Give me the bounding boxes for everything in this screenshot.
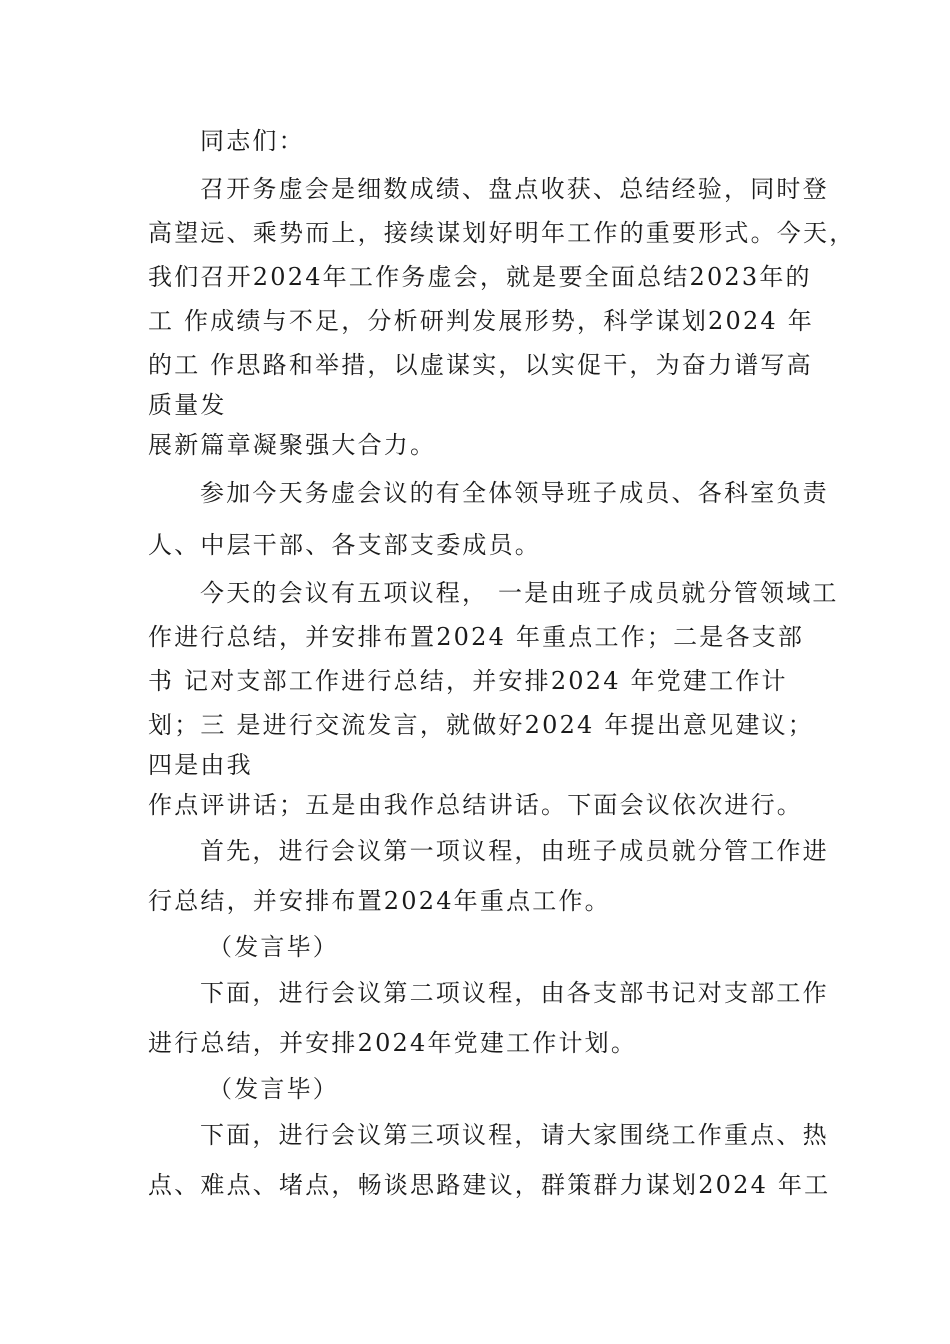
paragraph-line: 展新篇章凝聚强大合力。	[148, 431, 437, 459]
paragraph-line: 点、难点、堵点，畅谈思路建议，群策群力谋划2024 年工	[148, 1171, 831, 1199]
remark-line: （发言毕）	[208, 1075, 339, 1103]
paragraph-line: 人、中层干部、各支部支委成员。	[148, 531, 541, 559]
paragraph-line: 我们召开2024年工作务虚会，就是要全面总结2023年的	[148, 263, 812, 291]
paragraph-line: 下面，进行会议第三项议程，请大家围绕工作重点、热	[200, 1121, 829, 1149]
paragraph-line: 行总结，并安排布置2024年重点工作。	[148, 887, 611, 915]
salutation: 同志们：	[200, 127, 305, 155]
paragraph-line: 首先，进行会议第一项议程，由班子成员就分管工作进	[200, 837, 829, 865]
paragraph-line: 四是由我	[148, 751, 253, 779]
paragraph-line: 的工 作思路和举措，以虚谋实，以实促干，为奋力谱写高	[148, 351, 813, 379]
paragraph-line: 参加今天务虚会议的有全体领导班子成员、各科室负责	[200, 479, 829, 507]
paragraph-line: 作进行总结，并安排布置2024 年重点工作；二是各支部	[148, 623, 805, 651]
paragraph-line: 划；三 是进行交流发言，就做好2024 年提出意见建议；	[148, 711, 814, 739]
paragraph-line: 高望远、乘势而上，接续谋划好明年工作的重要形式。今天，	[148, 219, 856, 247]
paragraph-line: 工 作成绩与不足，分析研判发展形势，科学谋划2024 年	[148, 307, 814, 335]
paragraph-line: 作点评讲话；五是由我作总结讲话。下面会议依次进行。	[148, 791, 803, 819]
paragraph-line: 质量发	[148, 391, 227, 419]
remark-line: （发言毕）	[208, 933, 339, 961]
paragraph-line: 进行总结，并安排2024年党建工作计划。	[148, 1029, 638, 1057]
paragraph-line: 召开务虚会是细数成绩、盘点收获、总结经验，同时登	[200, 175, 829, 203]
paragraph-line: 书 记对支部工作进行总结，并安排2024 年党建工作计	[148, 667, 788, 695]
paragraph-line: 今天的会议有五项议程， 一是由班子成员就分管领域工	[200, 579, 839, 607]
paragraph-line: 下面，进行会议第二项议程，由各支部书记对支部工作	[200, 979, 829, 1007]
